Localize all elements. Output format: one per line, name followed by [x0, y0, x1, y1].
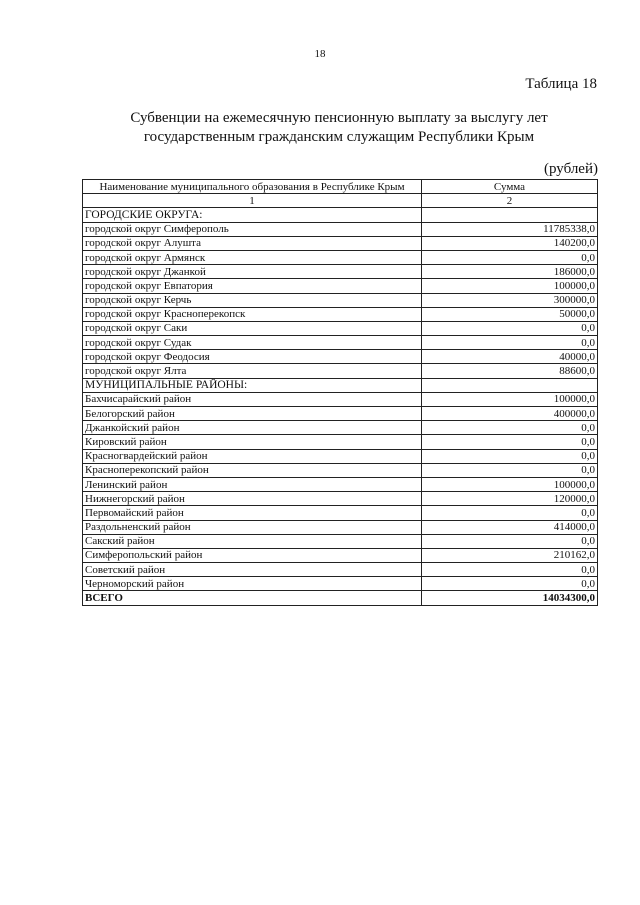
row-name: городской округ Джанкой — [83, 265, 422, 279]
row-name: Сакский район — [83, 534, 422, 548]
header-sum: Сумма — [422, 180, 598, 194]
table-row — [83, 236, 598, 250]
row-sum: 0,0 — [422, 563, 598, 577]
page-number: 18 — [314, 48, 326, 60]
table-row — [83, 548, 598, 562]
row-name: Джанкойский район — [83, 421, 422, 435]
table-row — [83, 279, 598, 293]
row-sum: 120000,0 — [422, 492, 598, 506]
subsidy-table — [82, 179, 598, 606]
row-sum: 186000,0 — [422, 265, 598, 279]
row-name: Красноперекопский район — [83, 463, 422, 477]
row-sum: 50000,0 — [422, 307, 598, 321]
column-number-row — [83, 194, 598, 208]
row-sum: 0,0 — [422, 321, 598, 335]
row-sum: 88600,0 — [422, 364, 598, 378]
row-sum: 0,0 — [422, 577, 598, 591]
section-row-city — [83, 208, 598, 222]
row-sum: 0,0 — [422, 506, 598, 520]
section-empty-cell — [422, 208, 598, 222]
row-sum: 40000,0 — [422, 350, 598, 364]
table-row — [83, 321, 598, 335]
table-row — [83, 222, 598, 236]
table-row — [83, 350, 598, 364]
row-name: городской округ Ялта — [83, 364, 422, 378]
total-label: ВСЕГО — [83, 591, 422, 605]
row-name: Белогорский район — [83, 407, 422, 421]
row-sum: 0,0 — [422, 336, 598, 350]
column-number-2: 2 — [422, 194, 598, 208]
row-sum: 0,0 — [422, 250, 598, 264]
row-sum: 400000,0 — [422, 407, 598, 421]
table-row — [83, 307, 598, 321]
row-sum: 100000,0 — [422, 392, 598, 406]
row-name: Ленинский район — [83, 477, 422, 491]
row-sum: 0,0 — [422, 449, 598, 463]
table-row — [83, 577, 598, 591]
row-sum: 0,0 — [422, 435, 598, 449]
table-row — [83, 520, 598, 534]
section-label-district: МУНИЦИПАЛЬНЫЕ РАЙОНЫ: — [83, 378, 422, 392]
row-name: городской округ Армянск — [83, 250, 422, 264]
total-row — [83, 591, 598, 605]
table-row — [83, 265, 598, 279]
row-name: Раздольненский район — [83, 520, 422, 534]
row-name: городской округ Судак — [83, 336, 422, 350]
units-label: (рублей) — [543, 161, 598, 177]
table-row — [83, 421, 598, 435]
row-name: Черноморский район — [83, 577, 422, 591]
row-sum: 0,0 — [422, 463, 598, 477]
row-sum: 300000,0 — [422, 293, 598, 307]
header-name: Наименование муниципального образования в Республике Крым — [83, 180, 422, 194]
table-row — [83, 250, 598, 264]
table-row — [83, 477, 598, 491]
section-label-city: ГОРОДСКИЕ ОКРУГА: — [83, 208, 422, 222]
total-sum: 14034300,0 — [422, 591, 598, 605]
header-row — [83, 180, 598, 194]
row-name: Нижнегорский район — [83, 492, 422, 506]
row-sum: 100000,0 — [422, 279, 598, 293]
row-name: Симферопольский район — [83, 548, 422, 562]
title-line-2: государственным гражданским служащим Республики Крым — [143, 129, 535, 145]
row-name: городской округ Евпатория — [83, 279, 422, 293]
row-sum: 100000,0 — [422, 477, 598, 491]
row-sum: 414000,0 — [422, 520, 598, 534]
title-line-1: Субвенции на ежемесячную пенсионную выплату за выслугу лет — [130, 110, 548, 126]
table-row — [83, 407, 598, 421]
table-row — [83, 449, 598, 463]
table-row — [83, 364, 598, 378]
table-row — [83, 435, 598, 449]
table-row — [83, 463, 598, 477]
row-name: городской округ Феодосия — [83, 350, 422, 364]
row-name: городской округ Керчь — [83, 293, 422, 307]
document-title — [80, 109, 598, 147]
row-name: городской округ Саки — [83, 321, 422, 335]
row-sum: 210162,0 — [422, 548, 598, 562]
row-name: городской округ Алушта — [83, 236, 422, 250]
row-name: Первомайский район — [83, 506, 422, 520]
row-name: Советский район — [83, 563, 422, 577]
row-sum: 0,0 — [422, 534, 598, 548]
row-name: Красногвардейский район — [83, 449, 422, 463]
row-sum: 11785338,0 — [422, 222, 598, 236]
row-name: Бахчисарайский район — [83, 392, 422, 406]
row-name: Кировский район — [83, 435, 422, 449]
table-row — [83, 492, 598, 506]
row-name: городской округ Симферополь — [83, 222, 422, 236]
column-number-1: 1 — [83, 194, 422, 208]
table-row — [83, 506, 598, 520]
row-sum: 0,0 — [422, 421, 598, 435]
table-row — [83, 534, 598, 548]
table-row — [83, 563, 598, 577]
table-row — [83, 392, 598, 406]
row-sum: 140200,0 — [422, 236, 598, 250]
table-row — [83, 293, 598, 307]
section-empty-cell — [422, 378, 598, 392]
row-name: городской округ Красноперекопск — [83, 307, 422, 321]
table-label: Таблица 18 — [525, 76, 597, 92]
table-row — [83, 336, 598, 350]
section-row-district — [83, 378, 598, 392]
